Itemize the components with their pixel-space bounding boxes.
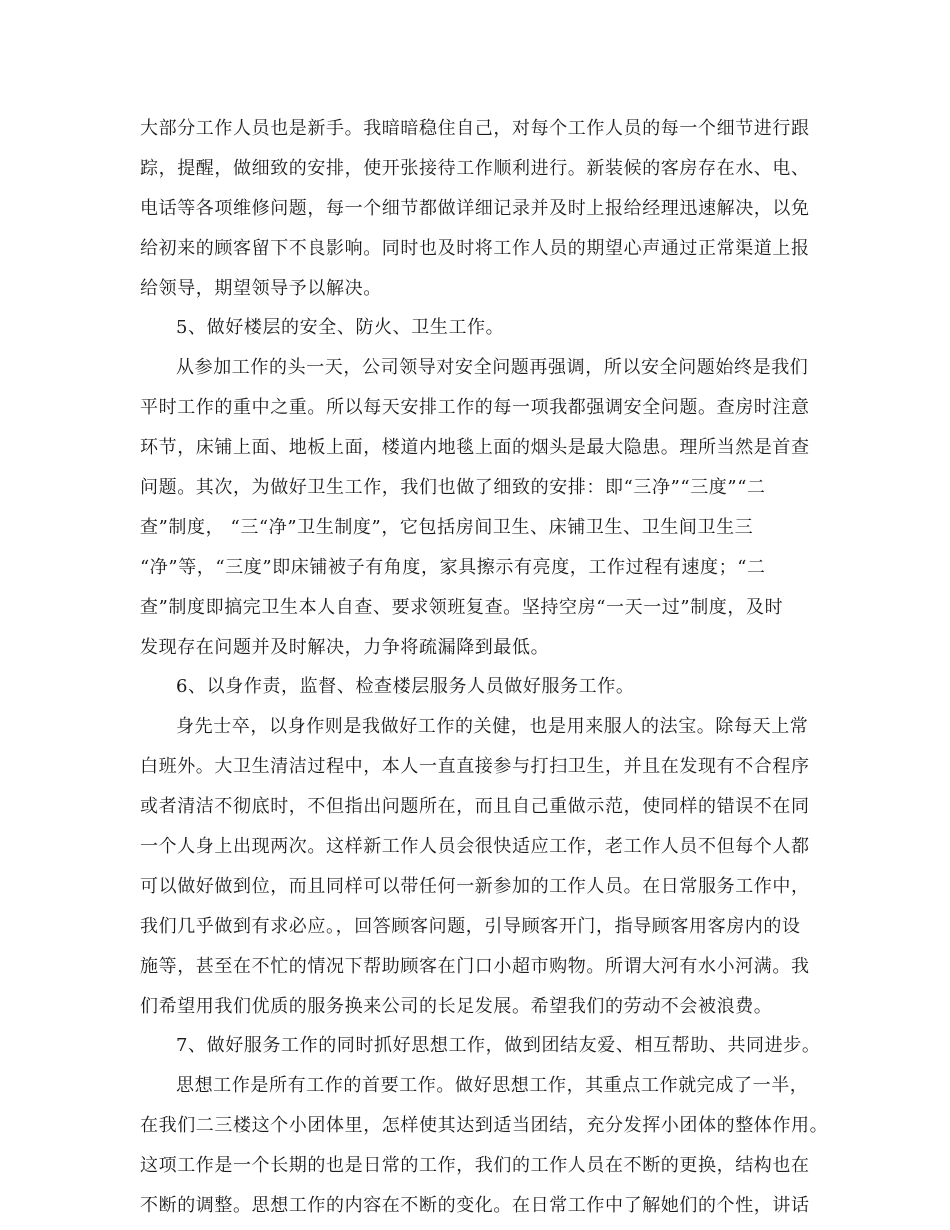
body-text-line: “净”等，“三度”即床铺被子有角度，家具擦示有亮度，工作过程有速度；“二	[140, 557, 766, 578]
body-text-line: 平时工作的重中之重。所以每天安排工作的每一项我都强调安全问题。查房时注意	[140, 397, 810, 418]
body-text-line: 白班外。大卫生清洁过程中，本人一直直接参与打扫卫生，并且在发现有不合程序	[140, 756, 810, 777]
body-text-line: 给初来的顾客留下不良影响。同时也及时将工作人员的期望心声通过正常渠道上报	[140, 238, 810, 259]
body-text-line: 查”制度， “三“净”卫生制度”，它包括房间卫生、床铺卫生、卫生间卫生三	[140, 517, 754, 538]
body-text-line: 问题。其次，为做好卫生工作，我们也做了细致的安排：即“三净”“三度”“二	[140, 477, 766, 498]
section-heading-6: 6、以身作责，监督、检查楼层服务人员做好服务工作。	[176, 676, 635, 697]
body-text-line: 不断的调整。思想工作的内容在不断的变化。在日常工作中了解她们的个性，讲话	[140, 1195, 810, 1216]
body-text-line: 给领导，期望领导予以解决。	[140, 278, 382, 299]
body-text-line: 我们几乎做到有求必应。，回答顾客问题，引导顾客开门，指导顾客用客房内的设	[140, 916, 801, 937]
body-text-line: 从参加工作的头一天，公司领导对安全问题再强调，所以安全问题始终是我们	[176, 357, 809, 378]
body-text-line: 环节，床铺上面、地板上面，楼道内地毯上面的烟头是最大隐患。理所当然是首查	[140, 437, 810, 458]
body-text-line: 身先士卒，以身作则是我做好工作的关健，也是用来服人的法宝。除每天上常	[176, 716, 809, 737]
body-text-line: 或者清洁不彻底时，不但指出问题所在，而且自己重做示范，使同样的错误不在同	[140, 796, 810, 817]
body-text-line: 查”制度即搞完卫生本人自查、要求领班复查。坚持空房“一天一过”制度，及时	[140, 597, 784, 618]
body-text-line: 们希望用我们优质的服务换来公司的长足发展。希望我们的劳动不会被浪费。	[140, 996, 773, 1017]
body-text-line: 发现存在问题并及时解决，力争将疏漏降到最低。	[140, 637, 550, 658]
section-heading-5: 5、做好楼层的安全、防火、卫生工作。	[176, 317, 505, 338]
section-heading-7: 7、做好服务工作的同时抓好思想工作，做到团结友爱、相互帮助、共同进步。	[176, 1035, 821, 1056]
body-text-line: 一个人身上出现两次。这样新工作人员会很快适应工作，老工作人员不但每个人都	[140, 836, 810, 857]
body-text-line: 大部分工作人员也是新手。我暗暗稳住自己，对每个工作人员的每一个细节进行跟	[140, 118, 810, 139]
body-text-line: 这项工作是一个长期的也是日常的工作，我们的工作人员在不断的更换，结构也在	[140, 1155, 810, 1176]
body-text-line: 施等，甚至在不忙的情况下帮助顾客在门口小超市购物。所谓大河有水小河满。我	[140, 956, 810, 977]
body-text-line: 可以做好做到位，而且同样可以带任何一新参加的工作人员。在日常服务工作中，	[140, 876, 810, 897]
body-text-line: 在我们二三楼这个小团体里，怎样使其达到适当团结，充分发挥小团体的整体作用。	[140, 1115, 829, 1136]
body-text-line: 踪，提醒，做细致的安排，使开张接待工作顺利进行。新装候的客房存在水、电、	[140, 158, 810, 179]
body-text-line: 思想工作是所有工作的首要工作。做好思想工作，其重点工作就完成了一半，	[176, 1075, 809, 1096]
body-text-line: 电话等各项维修问题，每一个细节都做详细记录并及时上报给经理迅速解决，以免	[140, 198, 810, 219]
